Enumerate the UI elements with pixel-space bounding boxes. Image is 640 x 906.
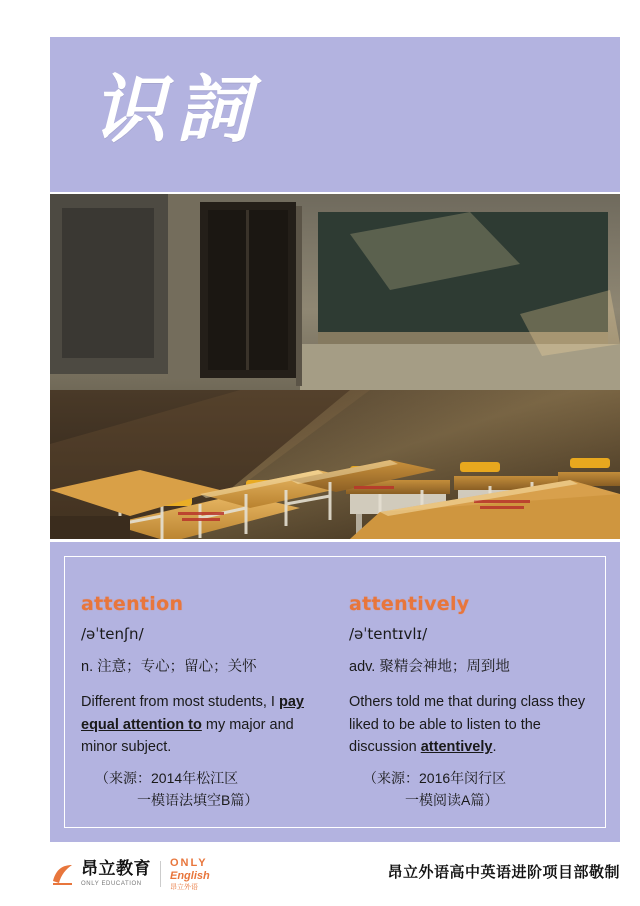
source-line-2: 一模语法填空B篇） [137, 792, 259, 809]
classroom-photo [50, 194, 620, 539]
brand-english-label: English [170, 869, 210, 882]
title-banner [50, 37, 620, 192]
classroom-photo-illustration [50, 194, 620, 539]
brand-only-label: ONLY [170, 856, 208, 869]
footer [50, 855, 620, 893]
definition-attention: n. 注意；专心；留心；关怀 [81, 659, 257, 675]
example-highlight: attentively [420, 739, 493, 756]
brand-cn-label: 昂立教育 [81, 859, 151, 879]
example-text-after: my major and minor subject. [81, 716, 294, 756]
word-entry-attention [65, 557, 335, 827]
example-text-before: Different from most students, I [81, 694, 279, 711]
example-text-after: . [492, 739, 497, 756]
phonetic-attention: /əˈtenʃn/ [81, 625, 144, 643]
example-highlight: pay equal attention to [81, 694, 304, 733]
brand-logos [50, 855, 210, 893]
brand-onlly-education [81, 861, 151, 887]
example-attention [81, 691, 317, 758]
footer-credit: 昂立外语高中英语进阶项目部敬制 [387, 863, 620, 881]
phonetic-attentively: /əˈtentɪvlɪ/ [349, 625, 428, 643]
definition-attentively: adv. 聚精会神地；周到地 [349, 659, 510, 675]
word-entry-attentively [335, 557, 605, 827]
vocabulary-panel [50, 542, 620, 842]
source-line-1: （来源：2014年松江区 [95, 769, 239, 786]
brand-en-label: ONLY EDUCATION [81, 881, 142, 887]
source-line-2: 一模阅读A篇） [405, 792, 499, 809]
onlly-logo-icon [50, 861, 76, 887]
headword-attentively: attentively [349, 593, 470, 615]
headword-attention: attention [81, 593, 184, 615]
source-line-1: （来源：2016年闵行区 [363, 769, 507, 786]
vocabulary-panel-border [64, 556, 606, 828]
example-attentively [349, 691, 587, 758]
brand-only-cn-label: 昂立外语 [170, 882, 198, 891]
page-title: 识詞 [92, 67, 260, 153]
source-attentively [349, 767, 587, 812]
brand-only-english [170, 858, 210, 891]
logo-divider [160, 861, 161, 887]
source-attention [81, 767, 317, 812]
example-text-before: Others told me that during class they liked to be able to listen to the discussion [349, 694, 586, 756]
